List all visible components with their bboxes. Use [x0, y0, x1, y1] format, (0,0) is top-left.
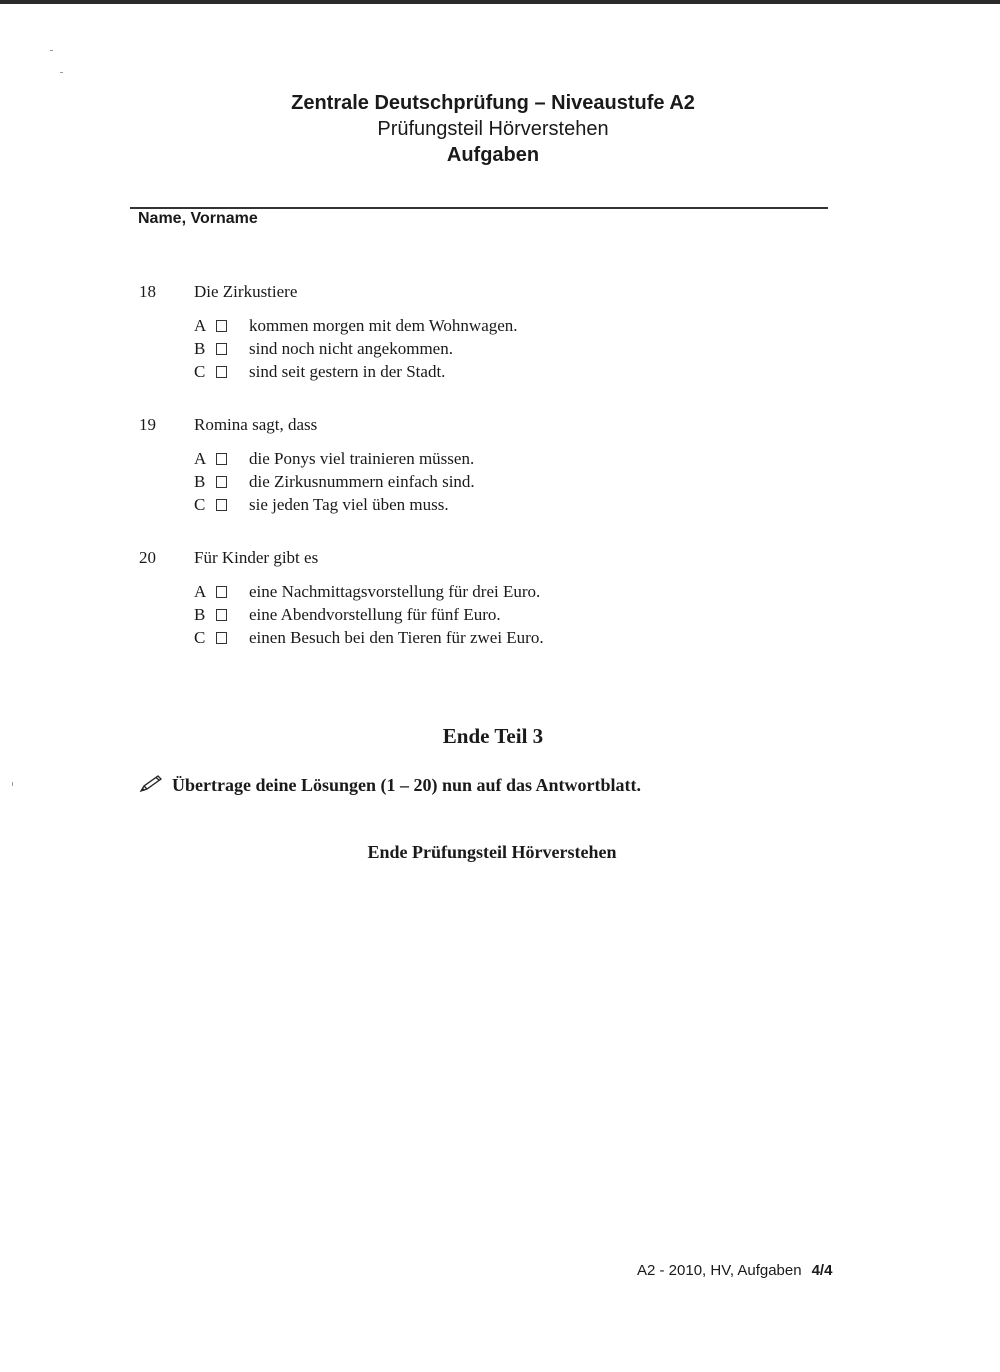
option-a[interactable]	[194, 580, 540, 603]
question-stem: Für Kinder gibt es	[194, 548, 319, 567]
question-number: 20	[139, 548, 156, 567]
option-b[interactable]	[194, 603, 501, 626]
page-subtitle: Prüfungsteil Hörverstehen	[377, 118, 609, 140]
scan-speck	[50, 50, 53, 51]
option-text: kommen morgen mit dem Wohnwagen.	[249, 316, 518, 335]
scan-top-edge	[0, 0, 1000, 4]
option-letter: A	[194, 582, 207, 601]
option-b[interactable]	[194, 337, 453, 360]
checkbox-icon[interactable]	[216, 320, 227, 332]
page-footer	[637, 1262, 832, 1279]
checkbox-icon[interactable]	[216, 366, 227, 378]
checkbox-icon[interactable]	[216, 343, 227, 355]
question-stem: Die Zirkustiere	[194, 282, 298, 301]
option-c[interactable]	[194, 493, 449, 516]
option-text: eine Nachmittagsvorstellung für drei Euro.	[249, 582, 541, 601]
option-c[interactable]	[194, 626, 544, 649]
option-letter: C	[194, 495, 206, 514]
checkbox-icon[interactable]	[216, 476, 227, 488]
option-text: sie jeden Tag viel üben muss.	[249, 495, 449, 514]
option-letter: B	[194, 339, 206, 358]
option-b[interactable]	[194, 470, 475, 493]
option-text: einen Besuch bei den Tieren für zwei Euro.	[249, 628, 544, 647]
option-letter: A	[194, 449, 207, 468]
question-stem: Romina sagt, dass	[194, 415, 318, 434]
page-number: 4/4	[811, 1262, 833, 1279]
option-c[interactable]	[194, 360, 445, 383]
document-header	[0, 90, 986, 168]
option-a[interactable]	[194, 447, 474, 470]
option-letter: C	[194, 628, 206, 647]
question-number: 18	[139, 282, 156, 301]
option-a[interactable]	[194, 314, 518, 337]
option-letter: C	[194, 362, 206, 381]
name-field-label: Name, Vorname	[138, 210, 258, 227]
transfer-instruction	[138, 774, 641, 796]
option-letter: A	[194, 316, 207, 335]
option-letter: B	[194, 472, 206, 491]
end-part-heading: Ende Teil 3	[442, 724, 544, 748]
transfer-text: Übertrage deine Lösungen (1 – 20) nun auf das Antwortblatt.	[172, 775, 642, 795]
option-text: sind seit gestern in der Stadt.	[249, 362, 446, 381]
checkbox-icon[interactable]	[216, 499, 227, 511]
option-text: sind noch nicht angekommen.	[249, 339, 453, 358]
checkbox-icon[interactable]	[216, 586, 227, 598]
option-text: die Ponys viel trainieren müssen.	[249, 449, 475, 468]
scan-speck	[12, 782, 13, 786]
page-title: Zentrale Deutschprüfung – Niveaustufe A2	[291, 92, 695, 114]
checkbox-icon[interactable]	[216, 609, 227, 621]
name-field-line[interactable]	[130, 207, 828, 209]
pencil-icon	[138, 775, 172, 795]
option-letter: B	[194, 605, 206, 624]
option-text: eine Abendvorstellung für fünf Euro.	[249, 605, 501, 624]
section-title: Aufgaben	[446, 144, 540, 166]
checkbox-icon[interactable]	[216, 632, 227, 644]
scan-speck	[60, 72, 63, 73]
question-number: 19	[139, 415, 156, 434]
end-section-heading: Ende Prüfungsteil Hörverstehen	[367, 842, 617, 862]
option-text: die Zirkusnummern einfach sind.	[249, 472, 475, 491]
footer-reference: A2 - 2010, HV, Aufgaben	[637, 1262, 802, 1279]
checkbox-icon[interactable]	[216, 453, 227, 465]
